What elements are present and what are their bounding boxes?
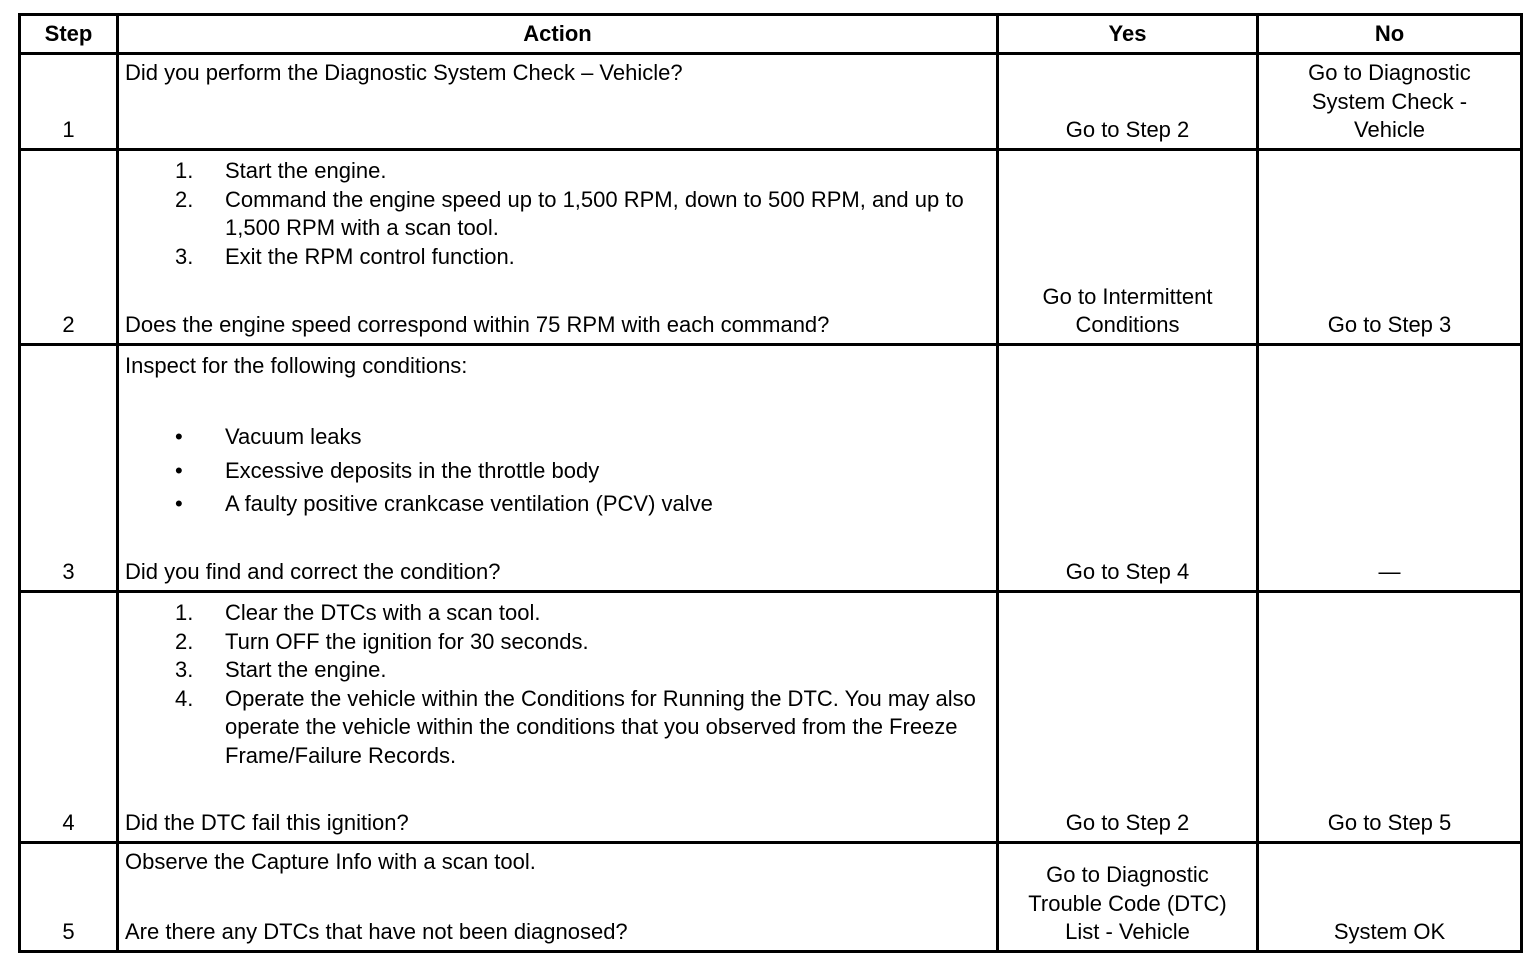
no-result: Go to Diagnostic System Check - Vehicle	[1258, 54, 1522, 150]
list-item: 3. Exit the RPM control function.	[175, 243, 515, 269]
yes-result: Go to Step 2	[998, 54, 1258, 150]
step-number: 1	[20, 54, 118, 150]
list-item: • A faulty positive crankcase ventilation (PCV) valve	[175, 491, 713, 517]
header-no: No	[1258, 15, 1522, 54]
action-intro: Inspect for the following conditions:	[125, 353, 468, 378]
list-item: 1. Clear the DTCs with a scan tool.	[175, 600, 541, 625]
action-question: Are there any DTCs that have not been diagnosed?	[125, 919, 628, 945]
yes-result: Go to Intermittent Conditions	[998, 150, 1258, 345]
action-cell	[118, 150, 998, 345]
bullet-list	[125, 423, 985, 524]
no-result: Go to Step 5	[1258, 592, 1522, 843]
table-row	[20, 345, 1522, 592]
header-row	[20, 15, 1522, 54]
table-row	[20, 592, 1522, 843]
list-item: • Vacuum leaks	[175, 424, 362, 449]
list-item: 2. Command the engine speed up to 1,500 RPM, down to 500 RPM, and up to 1,500 RPM with a scan tool.	[175, 186, 964, 241]
step-number: 3	[20, 345, 118, 592]
list-item: 2. Turn OFF the ignition for 30 seconds.	[175, 628, 589, 654]
action-cell	[118, 345, 998, 592]
no-result: Go to Step 3	[1258, 150, 1522, 345]
table-row	[20, 150, 1522, 345]
diagnostic-table	[18, 13, 1523, 953]
action-question: Did the DTC fail this ignition?	[125, 810, 409, 836]
header-yes: Yes	[998, 15, 1258, 54]
action-cell	[118, 843, 998, 952]
yes-result: Go to Step 4	[998, 345, 1258, 592]
header-action: Action	[118, 15, 998, 54]
action-question: Does the engine speed correspond within 75 RPM with each command?	[125, 312, 830, 338]
yes-result: Go to Diagnostic Trouble Code (DTC) List - Vehicle	[998, 843, 1258, 952]
no-result: —	[1258, 345, 1522, 592]
header-step: Step	[20, 15, 118, 54]
list-item: 3. Start the engine.	[175, 657, 387, 683]
action-intro: Observe the Capture Info with a scan tool.	[125, 849, 536, 874]
numbered-steps	[125, 157, 985, 271]
list-item: 1. Start the engine.	[175, 158, 387, 183]
list-item: 4. Operate the vehicle within the Conditions for Running the DTC. You may also operate the vehicle within the conditions that you observed from the Freeze Frame/Failure Records.	[175, 685, 976, 768]
numbered-steps	[125, 599, 987, 771]
table-row	[20, 54, 1522, 150]
table-row	[20, 843, 1522, 952]
step-number: 5	[20, 843, 118, 952]
list-item: • Excessive deposits in the throttle body	[175, 457, 600, 483]
action-intro: Did you perform the Diagnostic System Check – Vehicle?	[125, 60, 683, 85]
yes-result: Go to Step 2	[998, 592, 1258, 843]
step-number: 2	[20, 150, 118, 345]
step-number: 4	[20, 592, 118, 843]
action-question: Did you find and correct the condition?	[125, 559, 501, 585]
action-cell	[118, 54, 998, 150]
action-cell	[118, 592, 998, 843]
no-result: System OK	[1258, 843, 1522, 952]
